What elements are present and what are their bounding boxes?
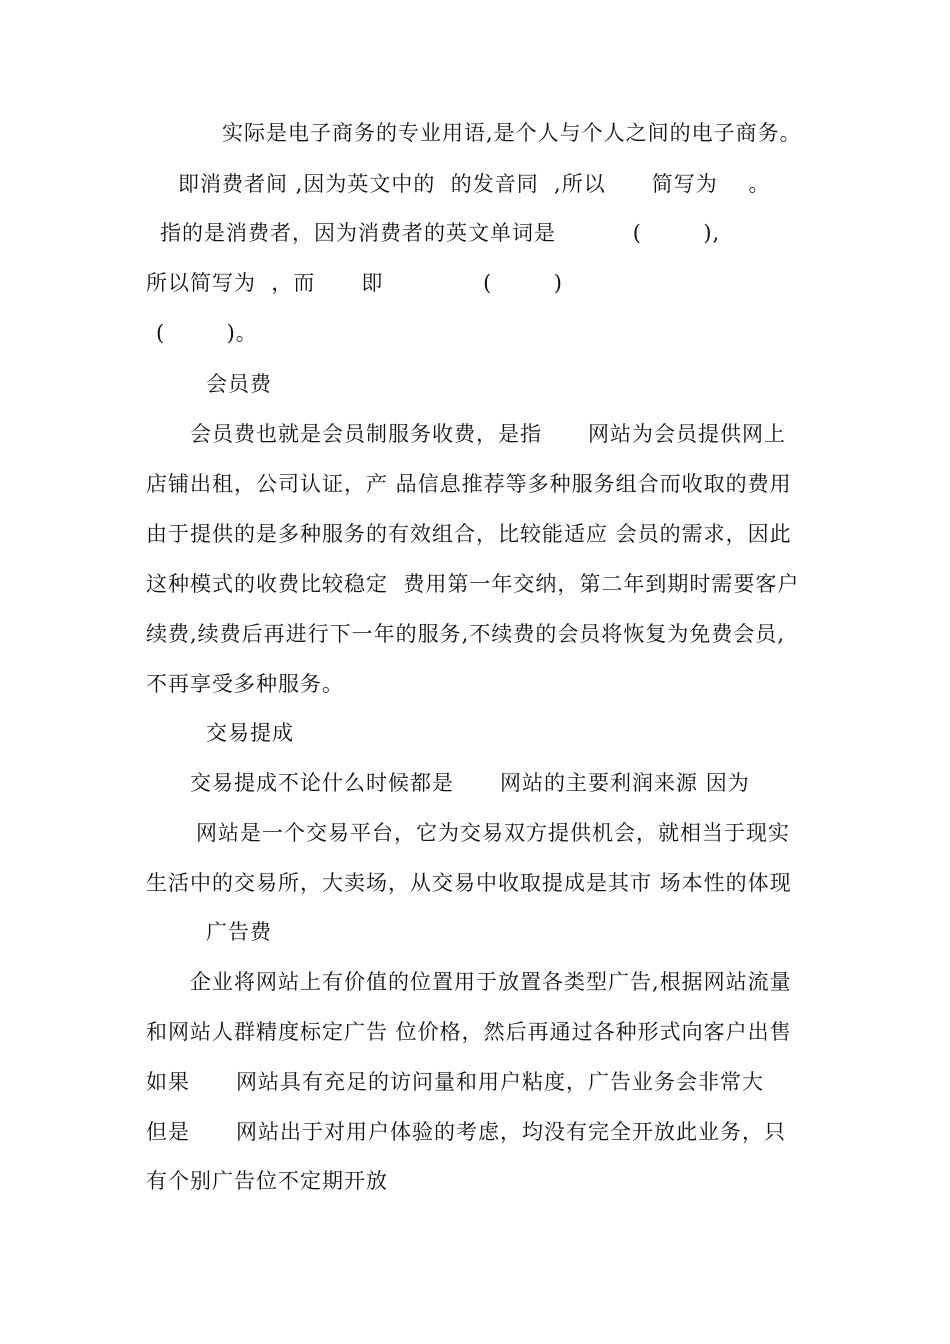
intro-line-4: 所以简写为 ，而 即 ( ) bbox=[146, 271, 563, 295]
commission-line-2: 网站是一个交易平台，它为交易双方提供机会，就相当于现实 bbox=[196, 821, 790, 845]
membership-line-5: 续费,续费后再进行下一年的服务,不续费的会员将恢复为免费会员, bbox=[146, 622, 786, 646]
advertising-heading: 广告费 bbox=[206, 920, 272, 944]
membership-heading: 会员费 bbox=[206, 372, 272, 396]
commission-line-3: 生活中的交易所，大卖场，从交易中收取提成是其市 场本性的体现 bbox=[146, 871, 792, 895]
commission-heading: 交易提成 bbox=[206, 721, 294, 745]
membership-line-2: 店铺出租，公司认证，产 品信息推荐等多种服务组合而收取的费用 bbox=[146, 472, 792, 496]
intro-line-2: 即消费者间 ,因为英文中的 的发音同 ,所以 简写为 。 bbox=[178, 172, 771, 196]
membership-line-1: 会员费也就是会员制服务收费，是指 网站为会员提供网上 bbox=[190, 422, 787, 446]
intro-line-1: 实际是电子商务的专业用语,是个人与个人之间的电子商务。 bbox=[222, 121, 802, 145]
advertising-line-1: 企业将网站上有价值的位置用于放置各类型广告,根据网站流量 bbox=[190, 970, 792, 994]
advertising-line-4: 但是 网站出于对用户体验的考虑，均没有完全开放此业务，只 bbox=[146, 1120, 787, 1144]
intro-line-5: ( )。 bbox=[156, 321, 258, 345]
commission-line-1: 交易提成不论什么时候都是 网站的主要利润来源 因为 bbox=[190, 771, 750, 795]
advertising-line-3: 如果 网站具有充足的访问量和用户粘度，广告业务会非常大 bbox=[146, 1070, 765, 1094]
membership-line-3: 由于提供的是多种服务的有效组合，比较能适应 会员的需求，因此 bbox=[146, 522, 792, 546]
membership-line-6: 不再享受多种服务。 bbox=[146, 672, 344, 696]
intro-line-3: 指的是消费者，因为消费者的英文单词是 ( ), bbox=[160, 221, 721, 245]
advertising-line-5: 有个别广告位不定期开放 bbox=[146, 1169, 388, 1193]
membership-line-4: 这种模式的收费比较稳定 费用第一年交纳，第二年到期时需要客户 bbox=[146, 572, 800, 596]
advertising-line-2: 和网站人群精度标定广告 位价格，然后再通过各种形式向客户出售 bbox=[146, 1020, 792, 1044]
